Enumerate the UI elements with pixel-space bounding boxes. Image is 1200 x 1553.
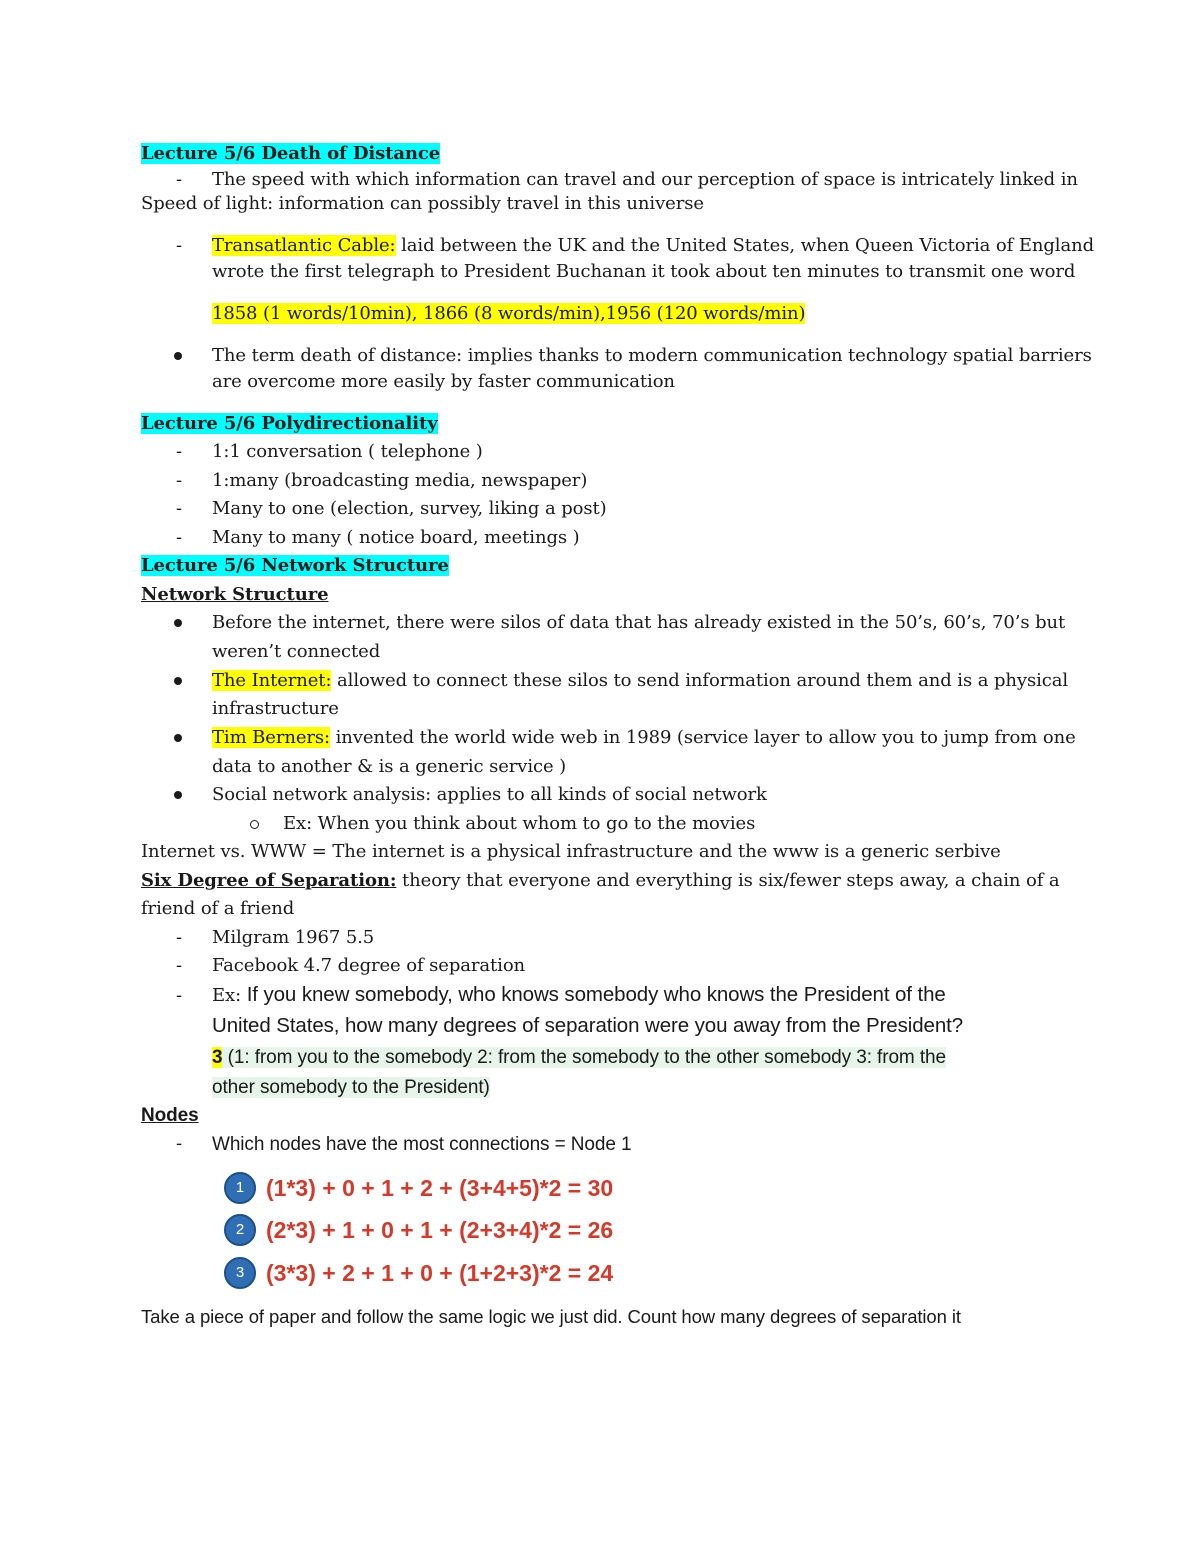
bullet-dot [174, 352, 182, 360]
text-facebook: Facebook 4.7 degree of separation [212, 955, 526, 976]
text-term-death-of-distance-cont: are overcome more easily by faster communication [212, 371, 675, 392]
bullet-dot [174, 619, 182, 627]
dash-marker: - [176, 955, 183, 976]
dash-marker: - [176, 1133, 183, 1154]
list-item: Many to many ( notice board, meetings ) [212, 527, 580, 548]
dash-marker: - [176, 498, 183, 519]
subheading-network-structure: Network Structure [141, 584, 329, 605]
node-formula: (3*3) + 2 + 1 + 0 + (1+2+3)*2 = 24 [266, 1260, 614, 1286]
dash-marker: - [176, 235, 183, 256]
node-formula: (1*3) + 0 + 1 + 2 + (3+4+5)*2 = 30 [266, 1175, 614, 1201]
heading-network-structure: Lecture 5/6 Network Structure [141, 555, 449, 576]
text-before-internet: Before the internet, there were silos of data that has already existed in the 50’s, 60’s, 70’s but [212, 612, 1066, 633]
text-the-internet-cont: infrastructure [212, 698, 339, 719]
bullet-dot [174, 734, 182, 742]
text-movies-example: Ex: When you think about whom to go to the movies [283, 813, 756, 834]
text-transatlantic-cable: Transatlantic Cable: laid between the UK and the United States, when Queen Victoria of England [212, 235, 1095, 256]
text-answer-cont: other somebody to the President) [212, 1077, 490, 1098]
text-speed-info: The speed with which information can travel and our perception of space is intricately linked in [212, 169, 1078, 190]
bullet-dot [174, 677, 182, 685]
text-six-degree: Six Degree of Separation: theory that everyone and everything is six/fewer steps away, a chain of a [141, 870, 1060, 891]
dash-marker: - [176, 169, 183, 190]
node-badge: 3 [224, 1257, 256, 1289]
text-six-degree-cont: friend of a friend [141, 898, 295, 919]
text-speed-of-light: Speed of light: information can possibly travel in this universe [141, 193, 704, 214]
node-formula: (2*3) + 1 + 0 + 1 + (2+3+4)*2 = 26 [266, 1217, 614, 1243]
sub-bullet-circle [250, 820, 259, 829]
dash-marker: - [176, 527, 183, 548]
text-internet-vs-www: Internet vs. WWW = The internet is a physical infrastructure and the www is a generic serbive [141, 841, 1001, 862]
text-tim-berners: Tim Berners: invented the world wide web in 1989 (service layer to allow you to jump from one [212, 727, 1076, 748]
text-before-internet-cont: weren’t connected [212, 641, 381, 662]
text-transmission-rates: 1858 (1 words/10min), 1866 (8 words/min),1956 (120 words/min) [212, 303, 806, 324]
text-the-internet: The Internet: allowed to connect these silos to send information around them and is a physical [212, 670, 1069, 691]
list-item: 1:many (broadcasting media, newspaper) [212, 470, 588, 491]
text-social-network-analysis: Social network analysis: applies to all kinds of social network [212, 784, 767, 805]
text-transatlantic-cable-cont: wrote the first telegraph to President Buchanan it took about ten minutes to transmit one word [212, 261, 1076, 282]
dash-marker: - [176, 927, 183, 948]
text-term-death-of-distance: The term death of distance: implies thanks to modern communication technology spatial barriers [212, 345, 1092, 366]
text-president-example: Ex: If you knew somebody, who knows somebody who knows the President of the [212, 983, 946, 1006]
heading-polydirectionality: Lecture 5/6 Polydirectionality [141, 413, 438, 434]
list-item: Many to one (election, survey, liking a post) [212, 498, 607, 519]
node-badge: 2 [224, 1214, 256, 1246]
bullet-dot [174, 791, 182, 799]
dash-marker: - [176, 441, 183, 462]
text-milgram: Milgram 1967 5.5 [212, 927, 375, 948]
heading-nodes: Nodes [141, 1105, 199, 1126]
text-closing-instruction: Take a piece of paper and follow the same logic we just did. Count how many degrees of separation it [141, 1306, 961, 1327]
text-tim-berners-cont: data to another & is a generic service ) [212, 756, 567, 777]
dash-marker: - [176, 470, 183, 491]
text-president-example-cont: United States, how many degrees of separation were you away from the President? [212, 1014, 964, 1037]
list-item: 1:1 conversation ( telephone ) [212, 441, 483, 462]
text-answer: 3 (1: from you to the somebody 2: from the somebody to the other somebody 3: from the [212, 1047, 946, 1068]
heading-death-of-distance: Lecture 5/6 Death of Distance [141, 143, 441, 164]
text-nodes-question: Which nodes have the most connections = Node 1 [212, 1134, 632, 1155]
node-badge: 1 [224, 1172, 256, 1204]
dash-marker: - [176, 985, 183, 1006]
